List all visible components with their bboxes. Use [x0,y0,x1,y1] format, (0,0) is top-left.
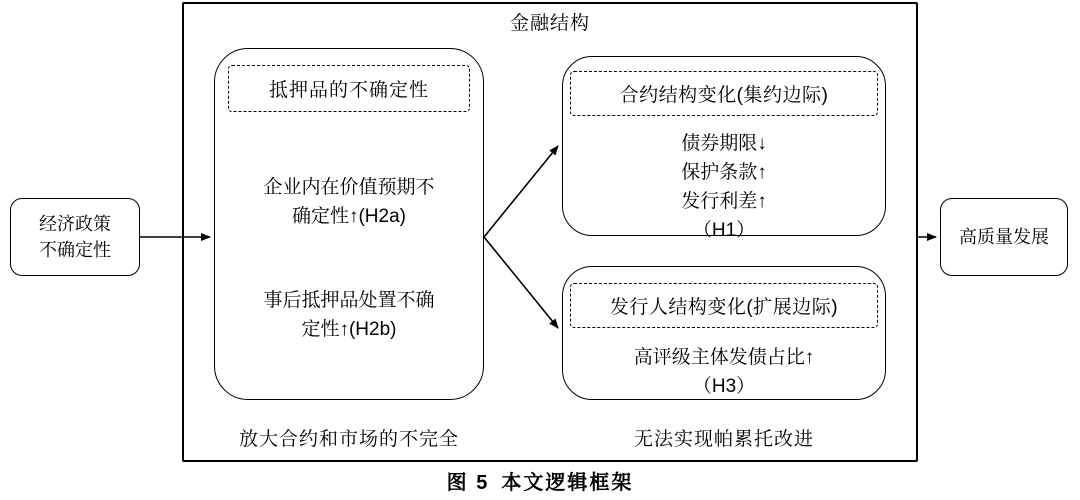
issuer-structure-label: 发行人结构变化(扩展边际) [570,283,878,328]
contract-line-1: 债券期限↓ [681,133,767,154]
issuer-structure-details [634,344,815,402]
input-line-2: 不确定性 [39,240,111,260]
collateral-uncertainty-label: 抵押品的不确定性 [228,65,470,112]
node-economic-policy-uncertainty [10,198,140,276]
footnote-left: 放大合约和市场的不完全 [238,429,459,450]
issuer-line-1: 高评级主体发债占比↑ [633,347,815,368]
contract-line-4: （H1） [692,219,756,241]
contract-line-2: 保护条款↑ [681,161,767,183]
node-h2a [234,174,464,231]
h2a-line-2: 确定性↑(H2a) [291,205,406,227]
node-issuer-structure-change [562,266,886,400]
figure-title: 本文逻辑框架 [501,472,634,494]
node-middle-container [214,48,484,400]
contract-structure-details [681,130,767,246]
node-contract-structure-change [562,56,886,241]
frame-title: 金融结构 [509,13,590,34]
output-line-1: 高质量发展 [959,226,1049,247]
node-h2b [234,287,464,344]
node-high-quality-development [940,198,1068,276]
footnote-right: 无法实现帕累托改进 [633,429,814,450]
h2a-line-1: 企业内在价值预期不 [263,177,435,198]
issuer-line-2: （H3） [692,375,756,397]
figure-caption [0,466,1080,495]
figure-number: 图 5 [446,472,490,494]
h2b-line-1: 事后抵押品处置不确 [263,290,435,311]
contract-structure-label: 合约结构变化(集约边际) [570,71,878,116]
contract-line-3: 发行利差↑ [681,190,767,212]
input-line-1: 经济政策 [39,213,111,234]
h2b-line-2: 定性↑(H2b) [301,318,397,340]
